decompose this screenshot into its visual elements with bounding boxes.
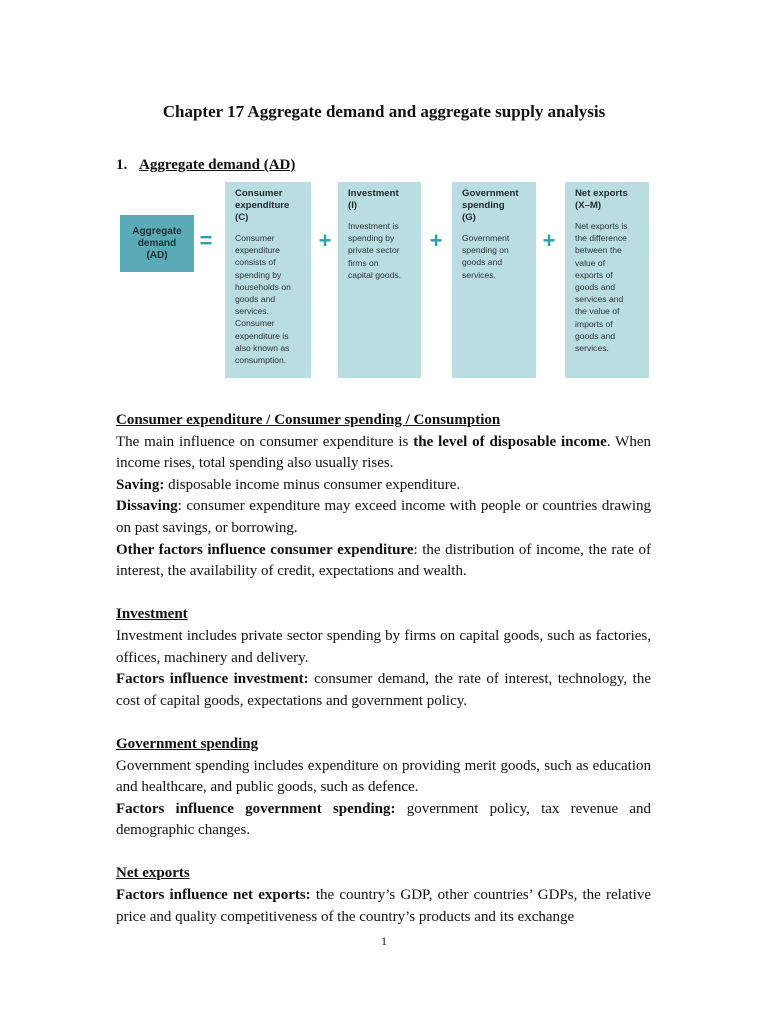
plus-sign: + bbox=[318, 228, 332, 253]
component-body: Government spending on goods and services. bbox=[462, 233, 510, 280]
term-label: Dissaving bbox=[116, 498, 178, 515]
section-number: 1. bbox=[116, 157, 128, 173]
term-label: Saving: bbox=[116, 476, 165, 493]
component-government-spending bbox=[452, 182, 536, 378]
text-run: disposable income minus consumer expenditure. bbox=[164, 476, 461, 493]
component-heading: Investment (I) bbox=[348, 188, 399, 211]
component-heading: Consumer expenditure (C) bbox=[235, 188, 290, 223]
text-run: : consumer expenditure may exceed income with people or countries drawing on past savings, or borrowing. bbox=[116, 498, 651, 536]
term-label: Other factors influence consumer expenditure bbox=[116, 541, 414, 558]
ad-box bbox=[120, 215, 194, 272]
component-heading: Government spending (G) bbox=[462, 188, 519, 223]
component-consumer-expenditure bbox=[225, 182, 311, 378]
consumer-heading: Consumer expenditure / Consumer spending / Consumption bbox=[116, 412, 501, 428]
section-title: Aggregate demand (AD) bbox=[139, 157, 296, 173]
aggregate-demand-diagram bbox=[117, 182, 651, 380]
government-heading: Government spending bbox=[116, 735, 259, 752]
component-heading: Net exports (X–M) bbox=[575, 188, 628, 211]
component-body: Consumer expenditure consists of spending by households on goods and services. Consumer expenditure is also known as consumption. bbox=[235, 233, 291, 366]
body-content bbox=[116, 410, 651, 928]
text-run: : the distribution of income, the rate of interest, the availability of credit, expectations and wealth. bbox=[116, 541, 651, 580]
government-paragraph: Government spending includes expenditure on providing merit goods, such as education and healthcare, and public goods, such as defence. bbox=[116, 757, 651, 796]
dissaving-paragraph bbox=[116, 496, 651, 539]
investment-paragraph: Investment includes private sector spending by firms on capital goods, such as factories, offices, machinery and delivery. bbox=[116, 627, 651, 666]
consumer-paragraph bbox=[116, 432, 651, 475]
equals-sign: = bbox=[199, 228, 213, 253]
page-title: Chapter 17 Aggregate demand and aggregate supply analysis bbox=[162, 102, 606, 121]
text-run: The main influence on consumer expenditure is bbox=[116, 433, 414, 450]
plus-sign: + bbox=[542, 228, 556, 253]
plus-sign: + bbox=[429, 228, 443, 253]
text-run: . When income rises, total spending also usually rises. bbox=[116, 433, 651, 472]
ad-label: Aggregate demand (AD) bbox=[132, 225, 182, 261]
section-heading bbox=[116, 157, 295, 174]
text-run: the country’s GDP, other countries’ GDPs, the relative price and quality competitiveness of the country’s products and its exchange bbox=[116, 887, 651, 925]
emphasis-text: the level of disposable income bbox=[413, 433, 607, 450]
government-factors-paragraph bbox=[116, 799, 651, 842]
term-label: Factors influence investment: bbox=[116, 671, 309, 688]
component-net-exports bbox=[565, 182, 649, 378]
text-run: government policy, tax revenue and demographic changes. bbox=[116, 800, 651, 839]
net-exports-factors-paragraph bbox=[116, 885, 651, 928]
other-factors-paragraph bbox=[116, 540, 651, 583]
term-label: Factors influence net exports: bbox=[116, 887, 311, 904]
component-body: Investment is spending by private sector firms on capital goods. bbox=[348, 221, 402, 280]
net-exports-heading: Net exports bbox=[116, 865, 190, 882]
component-body: Net exports is the difference between the value of exports of goods and services and the value of imports of goods and services. bbox=[575, 221, 628, 354]
component-investment bbox=[338, 182, 421, 378]
investment-heading: Investment bbox=[116, 606, 188, 623]
text-run: consumer demand, the rate of interest, technology, the cost of capital goods, expectations and government policy. bbox=[116, 671, 651, 709]
term-label: Factors influence government spending: bbox=[116, 800, 396, 817]
saving-paragraph bbox=[116, 475, 651, 497]
page-number: 1 bbox=[381, 934, 387, 948]
investment-factors-paragraph bbox=[116, 669, 651, 712]
